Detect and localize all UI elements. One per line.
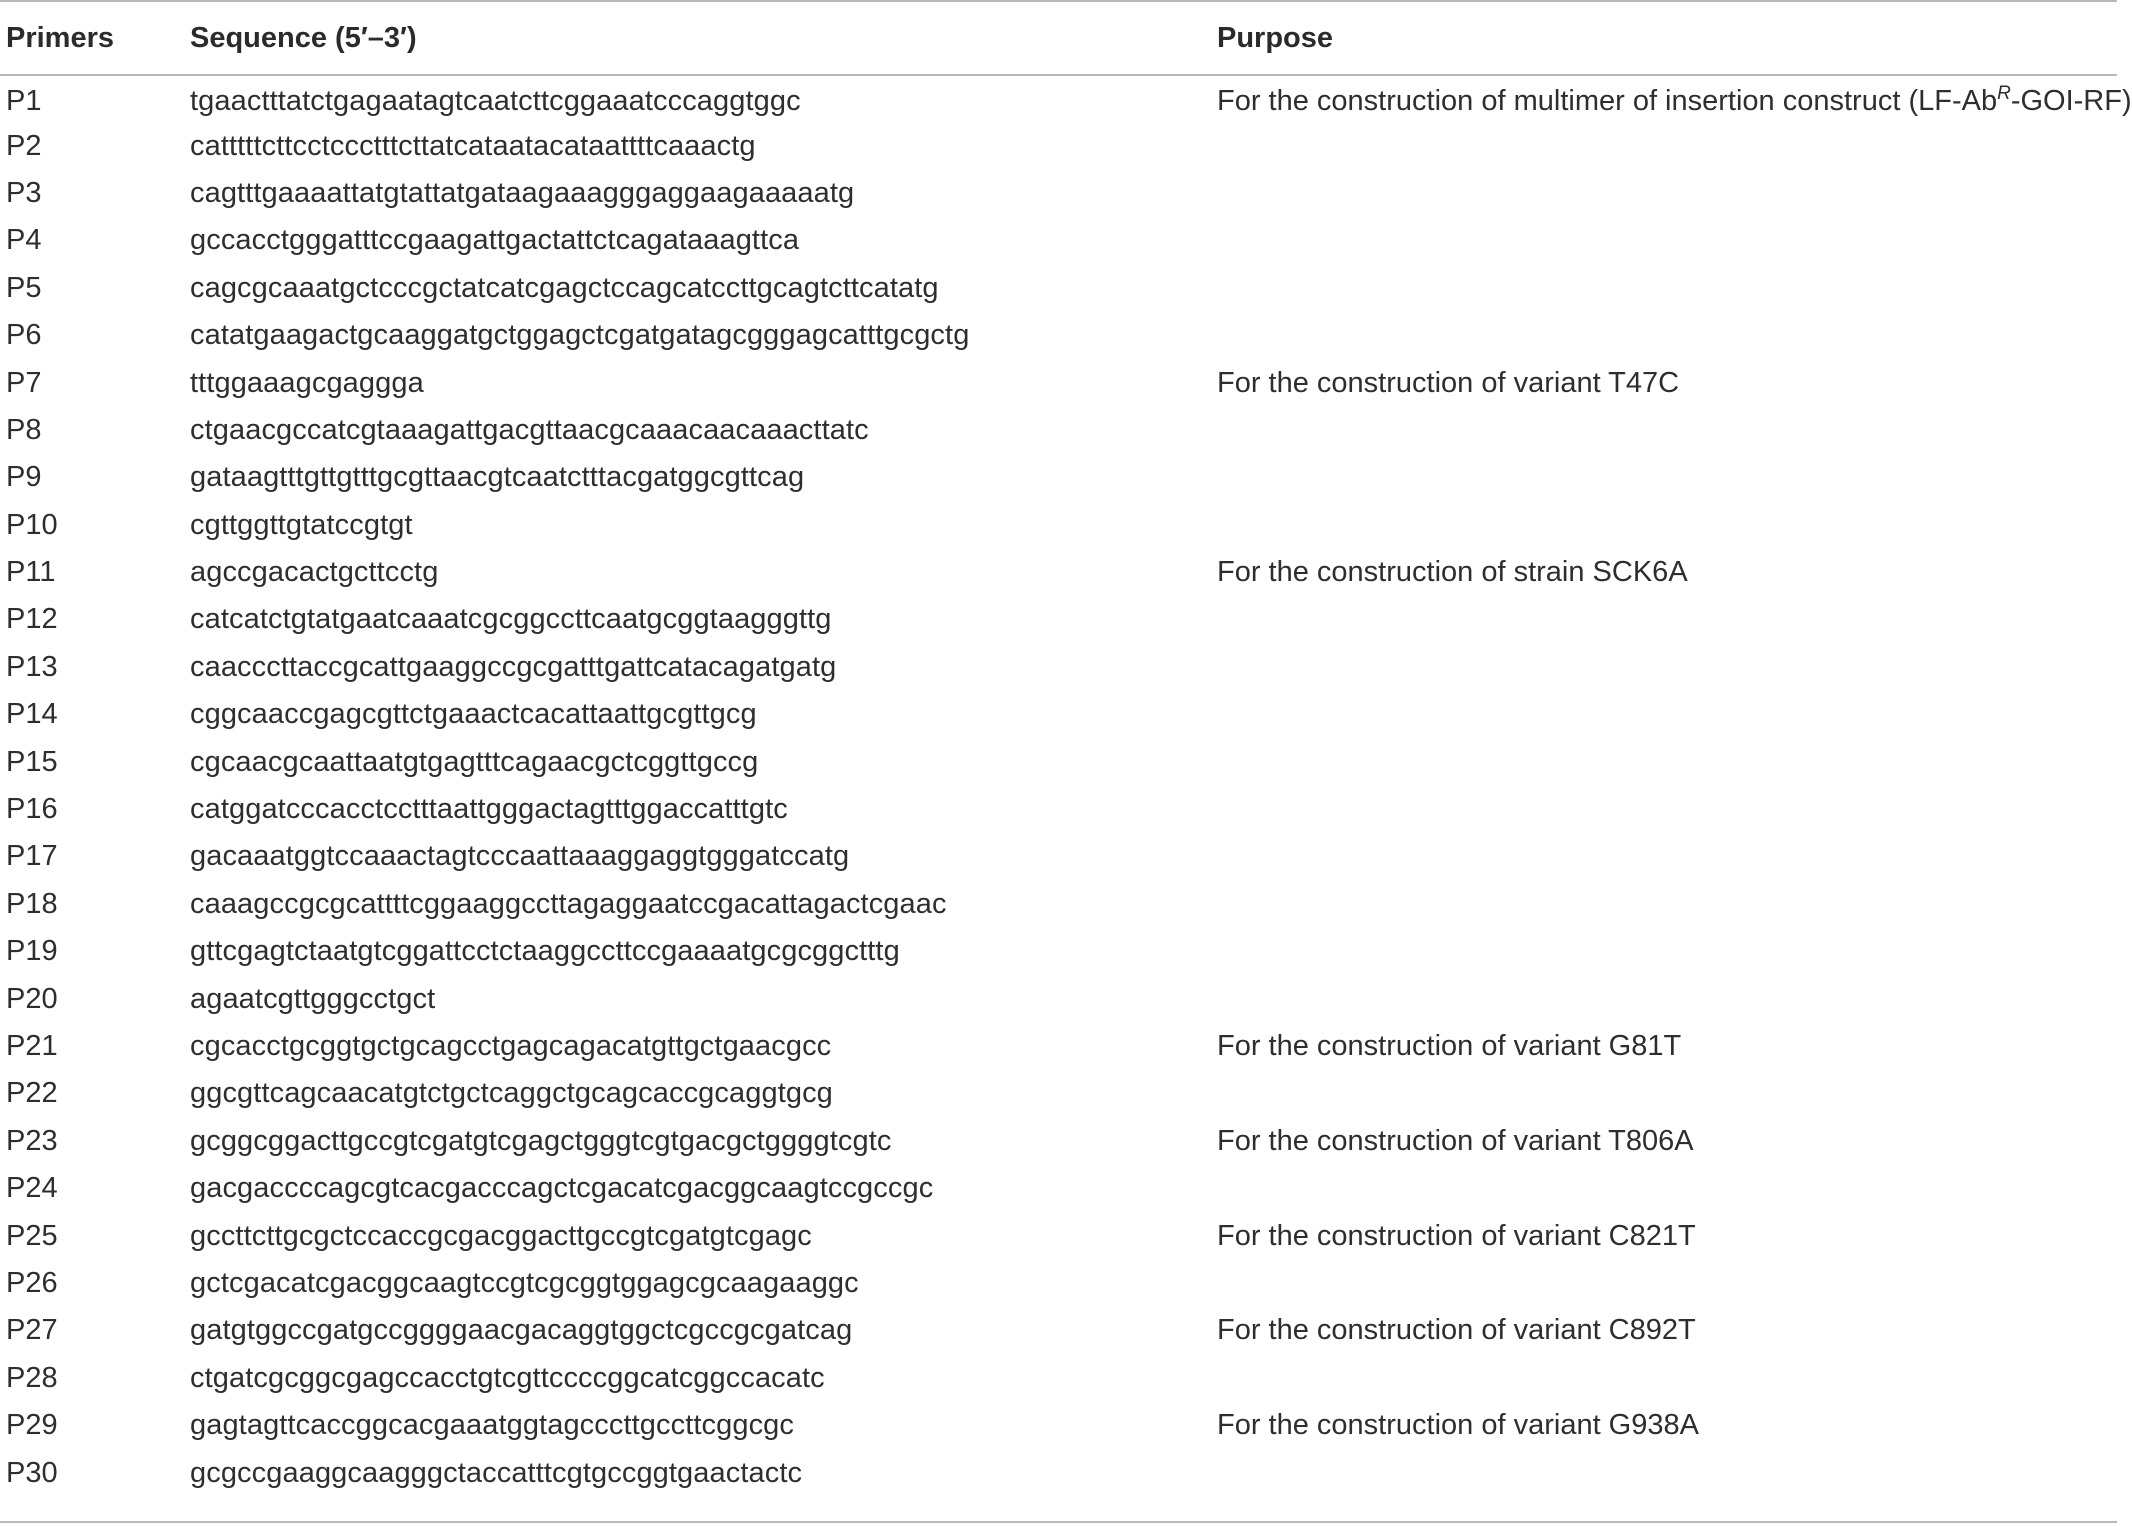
purpose-cell bbox=[1217, 1023, 2117, 1070]
primer-name-cell: P2 bbox=[6, 129, 42, 162]
purpose-cell bbox=[1217, 738, 2117, 785]
sequence-cell: catggatcccacctcctttaattgggactagtttggaccatttgtc bbox=[190, 793, 788, 826]
table-row bbox=[0, 407, 2117, 454]
purpose-cell bbox=[1217, 1070, 2117, 1117]
primer-name-cell: P4 bbox=[6, 224, 42, 257]
table-row bbox=[0, 217, 2117, 264]
purpose-cell bbox=[1217, 549, 2117, 596]
primer-name-cell: P3 bbox=[6, 176, 42, 209]
table-row bbox=[0, 596, 2117, 643]
table-row bbox=[0, 833, 2117, 880]
purpose-cell bbox=[1217, 1307, 2117, 1354]
table-row bbox=[0, 502, 2117, 549]
bottom-rule bbox=[0, 1521, 2117, 1523]
table-row bbox=[0, 122, 2117, 169]
primer-name-cell: P18 bbox=[6, 887, 58, 920]
table-row bbox=[0, 975, 2117, 1022]
purpose-cell bbox=[1217, 265, 2117, 312]
purpose-cell bbox=[1217, 1402, 2117, 1449]
table-row bbox=[0, 1449, 2117, 1496]
header-purpose: Purpose bbox=[1217, 1, 2117, 75]
sequence-cell: tttggaaagcgaggga bbox=[190, 366, 424, 399]
primer-name-cell: P1 bbox=[6, 84, 42, 117]
primer-name-cell: P5 bbox=[6, 271, 42, 304]
primer-name-cell: P16 bbox=[6, 793, 58, 826]
primer-name-cell: P17 bbox=[6, 840, 58, 873]
table-row bbox=[0, 1165, 2117, 1212]
purpose-cell bbox=[1217, 312, 2117, 359]
sequence-cell: catcatctgtatgaatcaaatcgcggccttcaatgcggtaagggttg bbox=[190, 603, 832, 636]
purpose-text: For the construction of variant C892T bbox=[1217, 1314, 1696, 1347]
sequence-cell: gcggcggacttgccgtcgatgtcgagctgggtcgtgacgctggggtcgtc bbox=[190, 1124, 892, 1157]
purpose-cell bbox=[1217, 454, 2117, 501]
purpose-cell bbox=[1217, 407, 2117, 454]
primer-name-cell: P14 bbox=[6, 698, 58, 731]
primer-name-cell: P27 bbox=[6, 1314, 58, 1347]
purpose-cell bbox=[1217, 975, 2117, 1022]
purpose-cell bbox=[1217, 1118, 2117, 1165]
primer-name-cell: P23 bbox=[6, 1124, 58, 1157]
purpose-text: For the construction of variant C821T bbox=[1217, 1219, 1696, 1252]
purpose-cell bbox=[1217, 596, 2117, 643]
primer-name-cell: P20 bbox=[6, 982, 58, 1015]
purpose-text-suffix: -GOI-RF) bbox=[2010, 84, 2132, 117]
purpose-cell bbox=[1217, 644, 2117, 691]
table-row bbox=[0, 1260, 2117, 1307]
sequence-cell: cggcaaccgagcgttctgaaactcacattaattgcgttgcg bbox=[190, 698, 757, 731]
sequence-cell: gagtagttcaccggcacgaaatggtagcccttgccttcggcgc bbox=[190, 1409, 795, 1442]
primer-name-cell: P28 bbox=[6, 1361, 58, 1394]
table-row bbox=[0, 359, 2117, 406]
sequence-cell: cagcgcaaatgctcccgctatcatcgagctccagcatccttgcagtcttcatatg bbox=[190, 271, 939, 304]
primer-name-cell: P25 bbox=[6, 1219, 58, 1252]
table-row bbox=[0, 928, 2117, 975]
purpose-cell bbox=[1217, 1165, 2117, 1212]
table-row bbox=[0, 691, 2117, 738]
sequence-cell: ctgaacgccatcgtaaagattgacgttaacgcaaacaacaaacttatc bbox=[190, 413, 869, 446]
sequence-cell: gccacctgggatttccgaagattgactattctcagataaagttca bbox=[190, 224, 800, 257]
sequence-cell: catatgaagactgcaaggatgctggagctcgatgatagcgggagcatttgcgctg bbox=[190, 319, 970, 352]
table-row bbox=[0, 265, 2117, 312]
table-row bbox=[0, 170, 2117, 217]
primer-name-cell: P21 bbox=[6, 1030, 58, 1062]
sequence-cell: catttttcttcctccctttcttatcataatacataattttcaaactg bbox=[190, 129, 756, 162]
primer-name-cell: P8 bbox=[6, 413, 42, 446]
purpose-text: For the construction of strain SCK6A bbox=[1217, 556, 1688, 589]
purpose-cell bbox=[1217, 786, 2117, 833]
purpose-cell bbox=[1217, 1449, 2117, 1496]
sequence-cell: ctgatcgcggcgagccacctgtcgttccccggcatcggccacatc bbox=[190, 1361, 825, 1394]
sequence-cell: agccgacactgcttcctg bbox=[190, 556, 439, 589]
primer-name-cell: P7 bbox=[6, 366, 42, 399]
sequence-cell: ggcgttcagcaacatgtctgctcaggctgcagcaccgcaggtgcg bbox=[190, 1077, 833, 1110]
sequence-cell: gctcgacatcgacggcaagtccgtcgcggtggagcgcaagaaggc bbox=[190, 1266, 859, 1299]
sequence-cell: tgaactttatctgagaatagtcaatcttcggaaatcccaggtggc bbox=[190, 84, 801, 117]
primer-name-cell: P24 bbox=[6, 1172, 58, 1205]
table-header bbox=[0, 1, 2117, 75]
purpose-text: For the construction of variant G938A bbox=[1217, 1409, 1699, 1442]
sequence-cell: gacgaccccagcgtcacgacccagctcgacatcgacggcaagtccgccgc bbox=[190, 1172, 934, 1205]
purpose-cell bbox=[1217, 881, 2117, 928]
table-row bbox=[0, 75, 2117, 122]
primer-name-cell: P22 bbox=[6, 1077, 58, 1110]
table-row bbox=[0, 549, 2117, 596]
primer-name-cell: P12 bbox=[6, 603, 58, 636]
table-row bbox=[0, 1307, 2117, 1354]
table-row bbox=[0, 454, 2117, 501]
purpose-cell bbox=[1217, 502, 2117, 549]
purpose-cell bbox=[1217, 833, 2117, 880]
sequence-cell: caacccttaccgcattgaaggccgcgatttgattcatacagatgatg bbox=[190, 650, 837, 683]
table-row bbox=[0, 738, 2117, 785]
header-row bbox=[0, 1, 2117, 75]
purpose-cell bbox=[1217, 1260, 2117, 1307]
purpose-cell bbox=[1217, 217, 2117, 264]
sequence-cell: cgcacctgcggtgctgcagcctgagcagacatgttgctgaacgcc bbox=[190, 1030, 832, 1062]
primer-name-cell: P15 bbox=[6, 745, 58, 778]
table-row bbox=[0, 1355, 2117, 1402]
sequence-cell: cagtttgaaaattatgtattatgataagaaagggaggaagaaaaatg bbox=[190, 176, 855, 209]
table-row bbox=[0, 1023, 2117, 1070]
primer-name-cell: P11 bbox=[6, 556, 56, 589]
purpose-cell bbox=[1217, 75, 2132, 122]
table-row bbox=[0, 312, 2117, 359]
sequence-cell: gttcgagtctaatgtcggattcctctaaggccttccgaaaatgcgcggctttg bbox=[190, 935, 900, 968]
purpose-cell bbox=[1217, 359, 2117, 406]
sequence-cell: caaagccgcgcattttcggaaggccttagaggaatccgacattagactcgaac bbox=[190, 887, 947, 920]
primer-name-cell: P13 bbox=[6, 650, 58, 683]
table-row bbox=[0, 1212, 2117, 1259]
purpose-text: For the construction of multimer of insertion construct (LF-Ab bbox=[1217, 84, 1998, 117]
purpose-cell bbox=[1217, 170, 2117, 217]
table-row bbox=[0, 786, 2117, 833]
header-primers: Primers bbox=[0, 1, 190, 75]
purpose-cell bbox=[1217, 928, 2117, 975]
table-row bbox=[0, 1070, 2117, 1117]
purpose-text: For the construction of variant T806A bbox=[1217, 1124, 1694, 1157]
purpose-cell bbox=[1217, 691, 2117, 738]
sequence-cell: gccttcttgcgctccaccgcgacggacttgccgtcgatgtcgagc bbox=[190, 1219, 812, 1252]
purpose-cell bbox=[1217, 122, 2117, 169]
table-row bbox=[0, 644, 2117, 691]
primer-name-cell: P29 bbox=[6, 1409, 58, 1442]
sequence-cell: agaatcgttgggcctgct bbox=[190, 982, 436, 1015]
primer-name-cell: P9 bbox=[6, 461, 42, 494]
sequence-cell: gatgtggccgatgccggggaacgacaggtggctcgccgcgatcag bbox=[190, 1314, 853, 1347]
primer-name-cell: P10 bbox=[6, 508, 58, 541]
sequence-cell: gcgccgaaggcaagggctaccatttcgtgccggtgaactactc bbox=[190, 1456, 803, 1489]
purpose-text: For the construction of variant G81T bbox=[1217, 1030, 1682, 1062]
sequence-cell: gataagtttgttgtttgcgttaacgtcaatctttacgatggcgttcag bbox=[190, 461, 805, 494]
primer-name-cell: P19 bbox=[6, 935, 58, 968]
purpose-cell bbox=[1217, 1355, 2117, 1402]
table-row bbox=[0, 1118, 2117, 1165]
sequence-cell: cgttggttgtatccgtgt bbox=[190, 508, 413, 541]
purpose-cell bbox=[1217, 1212, 2117, 1259]
primer-name-cell: P6 bbox=[6, 319, 42, 352]
table-body bbox=[0, 75, 2132, 1497]
sequence-cell: cgcaacgcaattaatgtgagtttcagaacgctcggttgccg bbox=[190, 745, 759, 778]
table-row bbox=[0, 881, 2117, 928]
purpose-text: For the construction of variant T47C bbox=[1217, 366, 1680, 399]
primer-name-cell: P26 bbox=[6, 1266, 58, 1299]
purpose-superscript: R bbox=[1997, 82, 2011, 104]
table-row bbox=[0, 1402, 2117, 1449]
header-sequence: Sequence (5′–3′) bbox=[190, 1, 1217, 75]
primer-name-cell: P30 bbox=[6, 1456, 58, 1489]
sequence-cell: gacaaatggtccaaactagtcccaattaaaggaggtgggatccatg bbox=[190, 840, 850, 873]
